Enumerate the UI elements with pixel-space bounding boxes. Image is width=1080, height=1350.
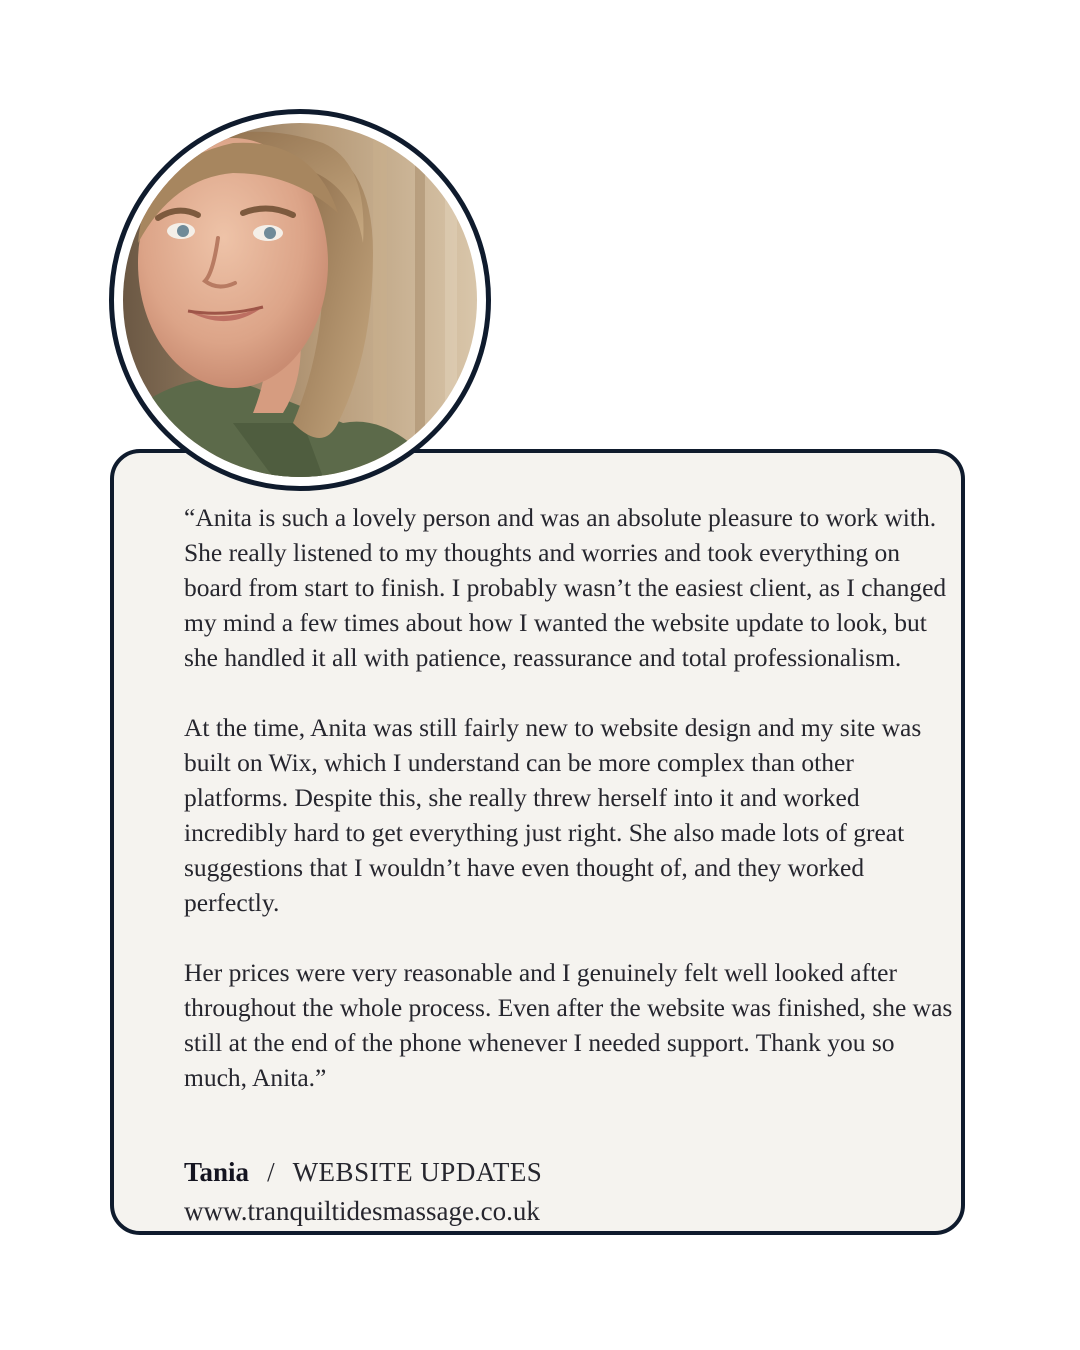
quote-paragraph-3: Her prices were very reasonable and I genuinely felt well looked after throughout the whole process. Even after the website was finished, she was still at the end of the phone whenever I needed support. Thank you so much, Anita.” <box>184 958 953 1092</box>
attribution-line <box>184 1153 542 1191</box>
quote-paragraph-1: “Anita is such a lovely person and was an absolute pleasure to work with. She really listened to my thoughts and worries and took everything on board from start to finish. I probably wasn’t the easiest client, as I changed my mind a few times about how I wanted the website update to look, but she handled it all with patience, reassurance and total professionalism. <box>184 503 947 672</box>
client-photo <box>123 123 477 477</box>
testimonial-quote <box>184 500 954 1095</box>
author-name: Tania <box>184 1157 250 1187</box>
client-website: www.tranquiltidesmassage.co.uk <box>184 1196 540 1226</box>
service-label: WEBSITE UPDATES <box>292 1157 543 1187</box>
client-avatar <box>109 109 491 491</box>
quote-paragraph-2: At the time, Anita was still fairly new to website design and my site was built on Wix, which I understand can be more complex than other platforms. Despite this, she really threw herself into it and worked incredibly hard to get everything just right. She also made lots of great suggestions that I wouldn’t have even thought of, and they worked perfectly. <box>184 713 922 917</box>
attribution-separator: / <box>267 1157 275 1187</box>
